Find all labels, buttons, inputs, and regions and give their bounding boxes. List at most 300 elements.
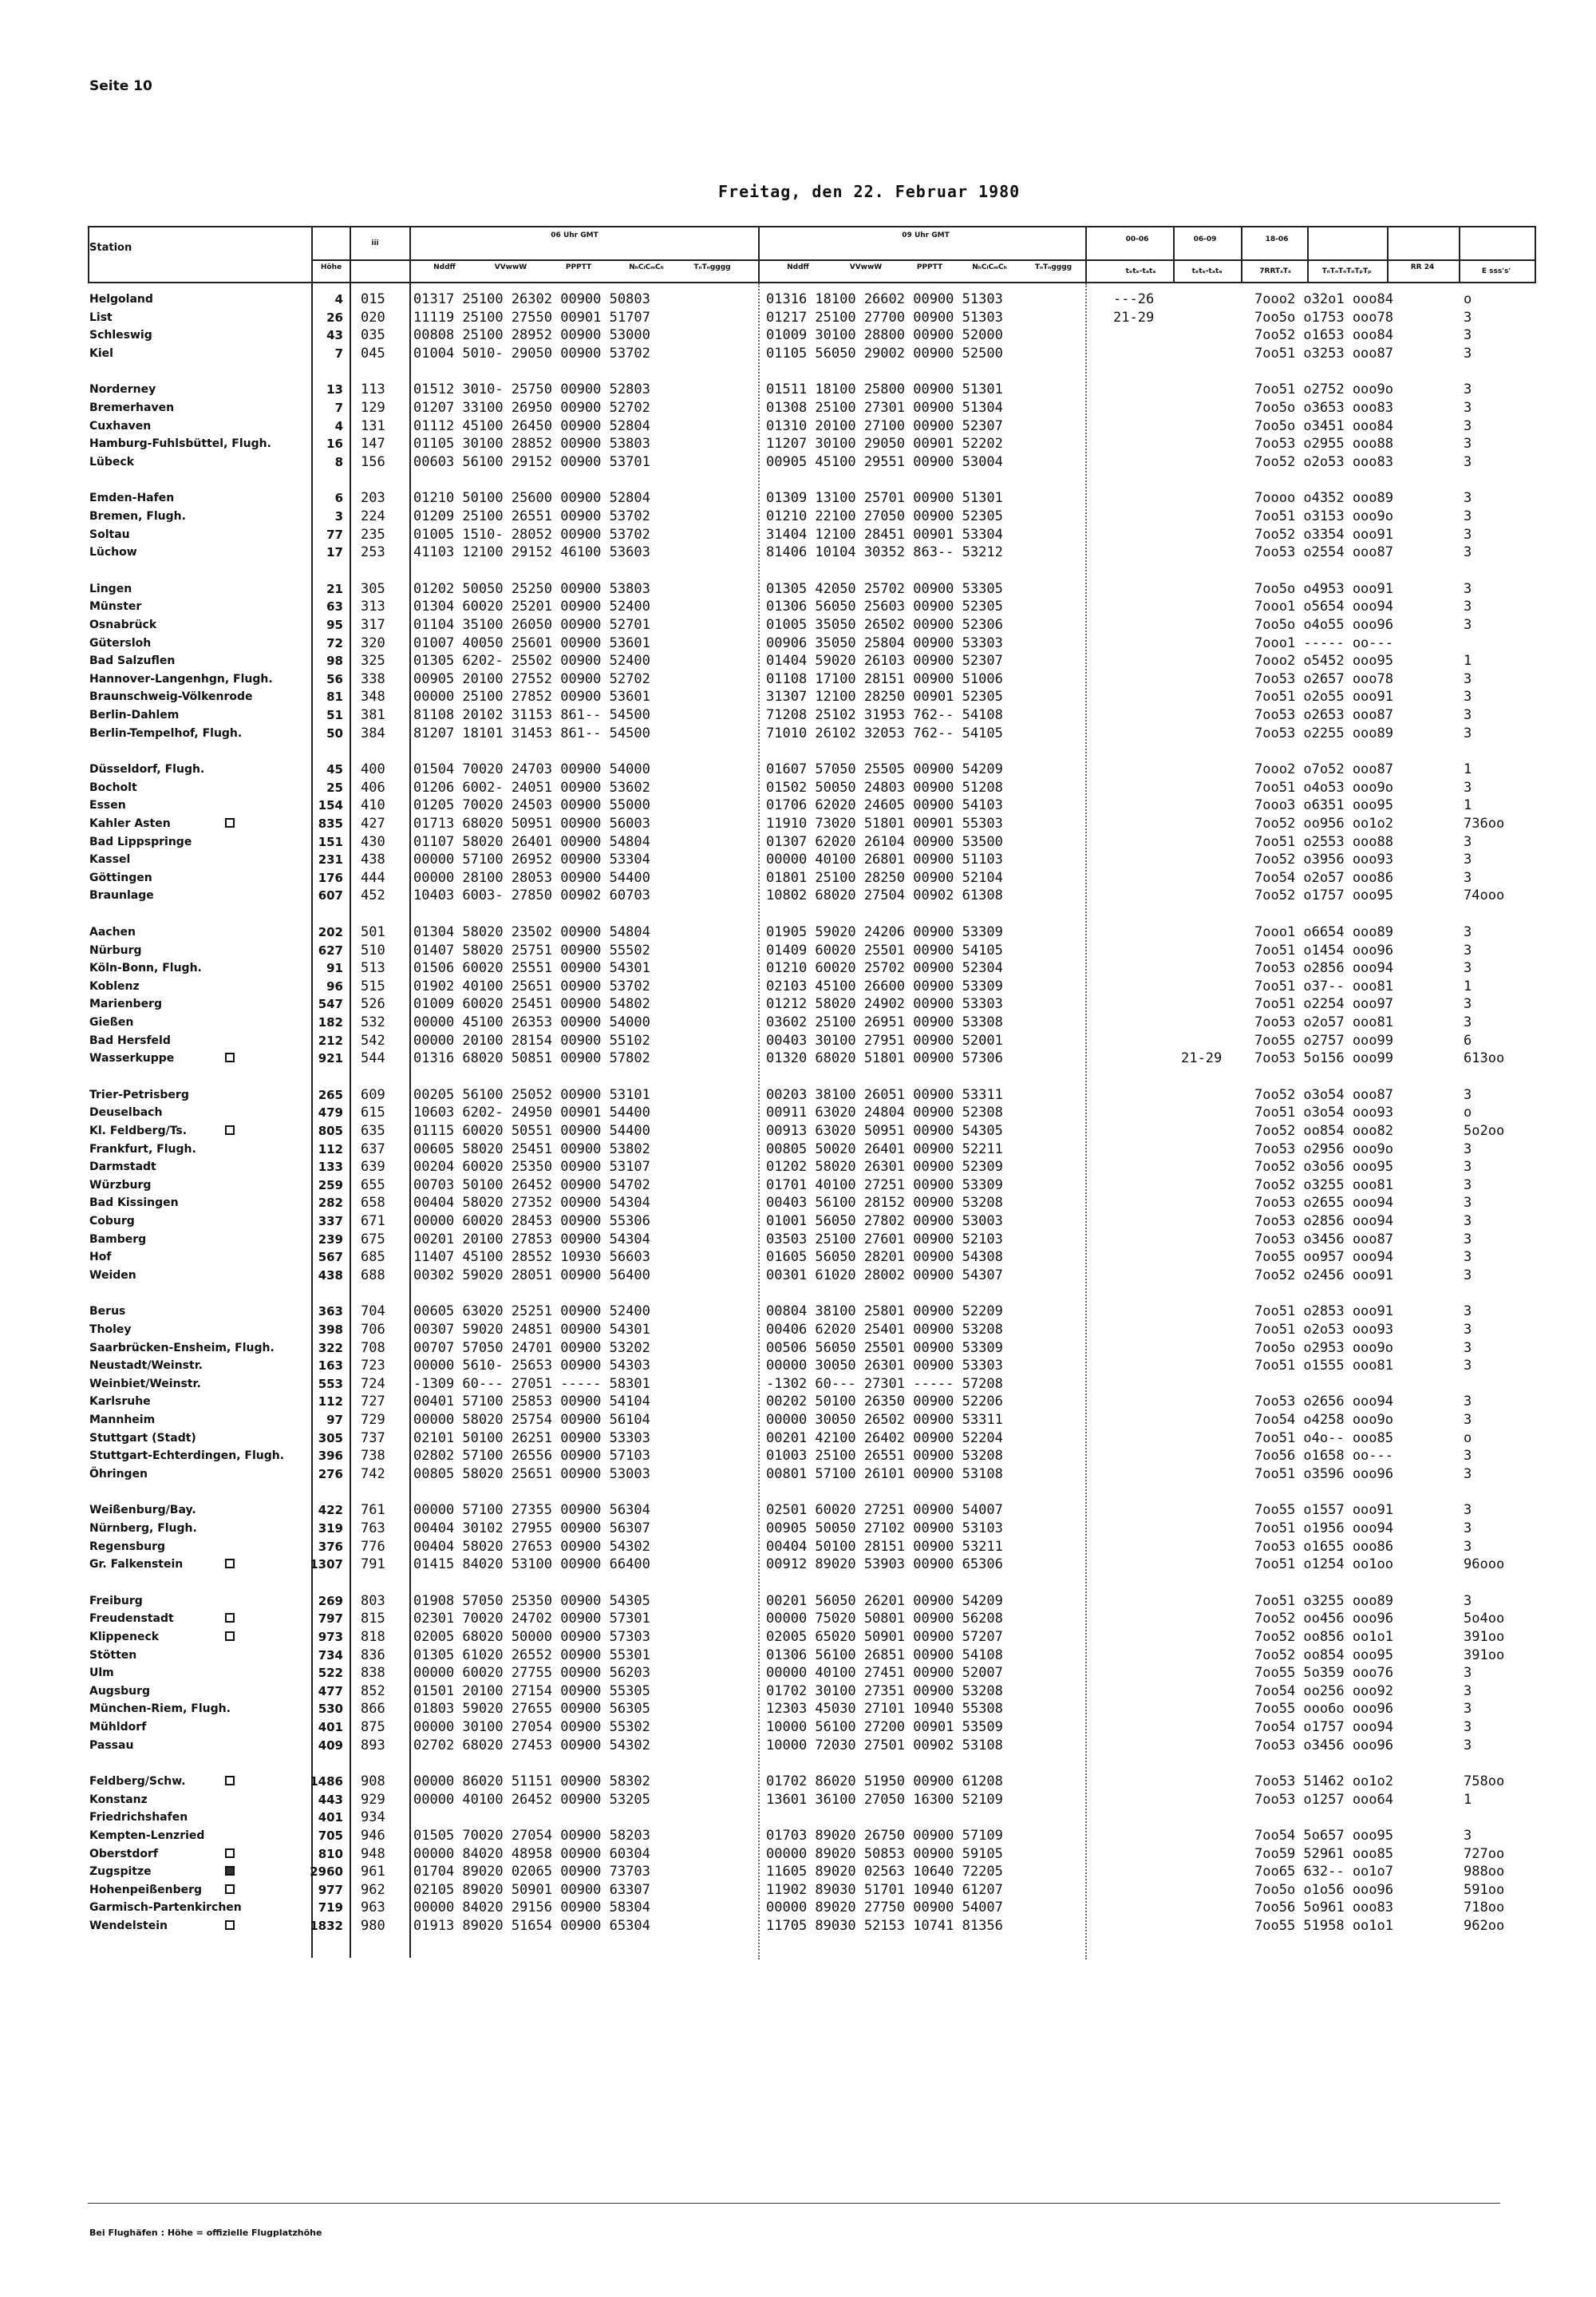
table-row: [0, 815, 1596, 832]
obs-06-utc: 00000 84020 29156 00900 58304: [413, 1900, 650, 1916]
station-height: 276: [318, 1466, 343, 1481]
station-id: 761: [361, 1502, 385, 1519]
obs-09-utc: 01307 62020 26104 00900 53500: [766, 833, 1003, 850]
group-18-06: 7oooo o4352 ooo89: [1254, 490, 1393, 507]
mountain-station-marker-icon: [225, 1884, 235, 1894]
station-id: 113: [361, 382, 385, 398]
table-row: [0, 635, 1596, 652]
group-18-06: 7oo54 o1757 ooo94: [1254, 1719, 1393, 1735]
table-row: [0, 1447, 1596, 1465]
extra-value: 3: [1464, 1394, 1472, 1410]
extra-value: 6: [1464, 1032, 1472, 1049]
group-18-06: 7oo55 oo957 ooo94: [1254, 1249, 1393, 1266]
station-name: Köln-Bonn, Flugh.: [89, 962, 202, 975]
extra-value: 3: [1464, 599, 1472, 615]
group-18-06: 7oo52 o1653 ooo84: [1254, 327, 1393, 344]
obs-06-utc: -1309 60--- 27051 ----- 58301: [413, 1375, 650, 1392]
station-id: 381: [361, 707, 385, 723]
table-row: [0, 995, 1596, 1013]
extra-value: 3: [1464, 617, 1472, 633]
table-row: [0, 1628, 1596, 1646]
station-name: Marienberg: [89, 998, 162, 1011]
obs-06-utc: 01304 58020 23502 00900 54804: [413, 924, 650, 940]
extra-col-1: ---26: [1113, 291, 1155, 307]
extra-value: 3: [1464, 960, 1472, 977]
table-row: [0, 761, 1596, 778]
station-height: 151: [318, 834, 343, 849]
station-height: 567: [318, 1250, 343, 1265]
station-name: Cuxhaven: [89, 419, 152, 433]
obs-06-utc: 00707 57050 24701 00900 53202: [413, 1339, 650, 1356]
obs-09-utc: 11902 89030 51701 10940 61207: [766, 1881, 1003, 1898]
station-height: 259: [318, 1177, 343, 1192]
extra-value: 3: [1464, 852, 1472, 868]
header-06-col3: PPPTT: [565, 263, 592, 271]
station-height: 51: [326, 708, 343, 722]
extra-value: 3: [1464, 1213, 1472, 1229]
station-id: 444: [361, 869, 385, 886]
table-row: [0, 1556, 1596, 1573]
header-group-09: 09 Uhr GMT: [902, 231, 950, 239]
station-height: 305: [318, 1430, 343, 1445]
station-name: Augsburg: [89, 1684, 151, 1698]
obs-09-utc: 01310 20100 27100 00900 52307: [766, 417, 1003, 434]
table-row: [0, 1357, 1596, 1374]
table-row: [0, 526, 1596, 544]
group-18-06: 7oo52 oo956 oo1o2: [1254, 816, 1393, 832]
station-id: 934: [361, 1809, 385, 1826]
obs-09-utc: 71010 26102 32053 762-- 54105: [766, 725, 1003, 741]
obs-09-utc: 00404 50100 28151 00900 53211: [766, 1538, 1003, 1555]
obs-09-utc: 01316 18100 26602 00900 51303: [766, 291, 1003, 307]
station-height: 396: [318, 1449, 343, 1464]
station-id: 406: [361, 779, 385, 796]
obs-09-utc: 00805 50020 26401 00900 52211: [766, 1141, 1003, 1157]
divider-09-extra: [1085, 226, 1087, 283]
station-height: 477: [318, 1683, 343, 1698]
obs-09-utc: 31307 12100 28250 00901 52305: [766, 689, 1003, 706]
table-row: [0, 652, 1596, 670]
extra-value: 3: [1464, 417, 1472, 434]
extra-value: 3: [1464, 1665, 1472, 1682]
station-height: 3: [334, 509, 343, 524]
station-id: 615: [361, 1105, 385, 1121]
table-row: [0, 598, 1596, 615]
obs-09-utc: 01306 56100 26851 00900 54108: [766, 1647, 1003, 1663]
extra-value: 3: [1464, 725, 1472, 741]
obs-09-utc: 01210 60020 25702 00900 52304: [766, 960, 1003, 977]
station-height: 98: [326, 654, 343, 669]
station-name: Garmisch-Partenkirchen: [89, 1901, 242, 1915]
table-row: [0, 1538, 1596, 1556]
obs-09-utc: 01308 25100 27301 00900 51304: [766, 400, 1003, 416]
group-18-06: 7oo54 o2o57 ooo86: [1254, 869, 1393, 886]
group-18-06: 7oo53 o2657 ooo78: [1254, 670, 1393, 687]
station-name: Feldberg/Schw.: [89, 1775, 186, 1789]
station-id: 325: [361, 653, 385, 670]
obs-09-utc: 00000 89020 50853 00900 59105: [766, 1845, 1003, 1862]
station-id: 510: [361, 942, 385, 959]
header-extra-col5: RR 24: [1410, 263, 1435, 271]
obs-06-utc: 00000 57100 26952 00900 53304: [413, 852, 650, 868]
extra-value: 391oo: [1464, 1629, 1505, 1645]
extra-value: 3: [1464, 942, 1472, 959]
obs-09-utc: 01703 89020 26750 00900 57109: [766, 1828, 1003, 1844]
obs-06-utc: 00605 63020 25251 00900 52400: [413, 1303, 650, 1320]
station-id: 305: [361, 580, 385, 597]
obs-09-utc: 00905 45100 29551 00900 53004: [766, 453, 1003, 470]
station-id: 742: [361, 1465, 385, 1482]
station-id: 515: [361, 978, 385, 994]
table-row: [0, 1610, 1596, 1627]
table-row: [0, 309, 1596, 326]
obs-09-utc: 01202 58020 26301 00900 52309: [766, 1159, 1003, 1176]
extra-value: 3: [1464, 670, 1472, 687]
group-18-06: 7oo53 o1655 ooo86: [1254, 1538, 1393, 1555]
group-18-06: 7oo5o o4953 ooo91: [1254, 580, 1393, 597]
obs-09-utc: 00000 89020 27750 00900 54007: [766, 1900, 1003, 1916]
obs-09-utc: 01404 59020 26103 00900 52307: [766, 653, 1003, 670]
station-name: Lüchow: [89, 546, 137, 559]
group-18-06: 7ooo1 o6654 ooo89: [1254, 924, 1393, 940]
obs-09-utc: 00000 75020 50801 00900 56208: [766, 1611, 1003, 1627]
station-height: 25: [326, 780, 343, 795]
station-height: 212: [318, 1033, 343, 1048]
obs-06-utc: 00603 56100 29152 00900 53701: [413, 453, 650, 470]
group-18-06: 7ooo3 o6351 ooo95: [1254, 797, 1393, 814]
extra-value: 3: [1464, 869, 1472, 886]
extra-value: 3: [1464, 1719, 1472, 1735]
obs-06-utc: 01902 40100 25651 00900 53702: [413, 978, 650, 994]
obs-06-utc: 11407 45100 28552 10930 56603: [413, 1249, 650, 1266]
extra-value: 3: [1464, 345, 1472, 362]
extra-value: 3: [1464, 1159, 1472, 1176]
obs-09-utc: 00804 38100 25801 00900 52209: [766, 1303, 1003, 1320]
extra-value: 3: [1464, 453, 1472, 470]
divider-extra-3: [1307, 226, 1309, 283]
extra-value: 3: [1464, 1141, 1472, 1157]
header-09-col2: VVwwW: [849, 263, 883, 271]
table-row: [0, 1791, 1596, 1809]
station-height: 26: [326, 310, 343, 325]
obs-09-utc: 01502 50050 24803 00900 51208: [766, 779, 1003, 796]
obs-09-utc: 00912 89020 53903 00900 65306: [766, 1556, 1003, 1573]
obs-06-utc: 00000 86020 51151 00900 58302: [413, 1773, 650, 1790]
station-height: 1486: [310, 1774, 343, 1789]
group-18-06: 7oo51 o3o54 ooo93: [1254, 1105, 1393, 1121]
obs-06-utc: 00000 60020 28453 00900 55306: [413, 1213, 650, 1229]
obs-09-utc: 10000 56100 27200 00901 53509: [766, 1719, 1003, 1735]
station-name: Hof: [89, 1251, 112, 1264]
station-height: 1307: [310, 1557, 343, 1572]
obs-09-utc: 01009 30100 28800 00900 52000: [766, 327, 1003, 344]
station-id: 671: [361, 1213, 385, 1229]
extra-value: 74ooo: [1464, 888, 1505, 904]
obs-06-utc: 02301 70020 24702 00900 57301: [413, 1611, 650, 1627]
table-row: [0, 580, 1596, 598]
station-name: Bad Salzuflen: [89, 654, 176, 668]
extra-value: 3: [1464, 924, 1472, 940]
group-18-06: 7oo52 o2o53 ooo83: [1254, 453, 1393, 470]
extra-value: 3: [1464, 1520, 1472, 1536]
group-18-06: 7oo53 o2655 ooo94: [1254, 1195, 1393, 1212]
extra-value: 3: [1464, 779, 1472, 796]
table-row: [0, 1737, 1596, 1754]
extra-value: 3: [1464, 1176, 1472, 1193]
table-row: [0, 1050, 1596, 1067]
obs-06-utc: 41103 12100 29152 46100 53603: [413, 544, 650, 561]
obs-06-utc: 02105 89020 50901 00900 63307: [413, 1881, 650, 1898]
extra-value: 3: [1464, 382, 1472, 398]
table-row: [0, 1086, 1596, 1104]
obs-06-utc: 00805 58020 25651 00900 53003: [413, 1465, 650, 1482]
header-iii: iii: [371, 239, 379, 247]
group-18-06: 7oo51 o2853 ooo91: [1254, 1303, 1393, 1320]
station-id: 763: [361, 1520, 385, 1536]
station-name: Mannheim: [89, 1413, 156, 1426]
table-row: [0, 1899, 1596, 1916]
obs-06-utc: 01107 58020 26401 00900 54804: [413, 833, 650, 850]
obs-09-utc: 01905 59020 24206 00900 53309: [766, 924, 1003, 940]
extra-value: 3: [1464, 1231, 1472, 1247]
station-height: 376: [318, 1539, 343, 1554]
station-id: 635: [361, 1123, 385, 1139]
obs-06-utc: 00404 30102 27955 00900 56307: [413, 1520, 650, 1536]
obs-09-utc: 01105 56050 29002 00900 52500: [766, 345, 1003, 362]
group-18-06: 7oo51 o2o55 ooo91: [1254, 689, 1393, 706]
station-name: Helgoland: [89, 293, 153, 306]
station-name: List: [89, 310, 113, 324]
extra-value: 3: [1464, 1014, 1472, 1030]
group-18-06: 7oo54 oo256 ooo92: [1254, 1682, 1393, 1699]
page-number: Seite 10: [89, 78, 152, 94]
table-row: [0, 1231, 1596, 1248]
obs-06-utc: 81207 18101 31453 861-- 54500: [413, 725, 650, 741]
station-name: Nürburg: [89, 943, 142, 957]
obs-09-utc: 03602 25100 26951 00900 53308: [766, 1014, 1003, 1030]
group-18-06: 7oo51 o1454 ooo96: [1254, 942, 1393, 959]
station-id: 532: [361, 1014, 385, 1030]
extra-value: o: [1464, 291, 1472, 307]
station-name: Freudenstadt: [89, 1612, 174, 1626]
obs-09-utc: 13601 36100 27050 16300 52109: [766, 1791, 1003, 1808]
extra-value: 3: [1464, 1322, 1472, 1338]
obs-09-utc: 71208 25102 31953 762-- 54108: [766, 707, 1003, 723]
station-id: 737: [361, 1429, 385, 1446]
extra-value: 3: [1464, 1358, 1472, 1374]
station-name: Norderney: [89, 383, 156, 397]
obs-06-utc: 00404 58020 27653 00900 54302: [413, 1538, 650, 1555]
station-name: Soltau: [89, 528, 130, 541]
obs-09-utc: 00000 40100 26801 00900 51103: [766, 852, 1003, 868]
extra-value: 3: [1464, 1682, 1472, 1699]
obs-09-utc: 01706 62020 24605 00900 54103: [766, 797, 1003, 814]
station-height: 154: [318, 798, 343, 813]
station-id: 452: [361, 888, 385, 904]
obs-06-utc: 01209 25100 26551 00900 53702: [413, 508, 650, 524]
obs-09-utc: 01511 18100 25800 00900 51301: [766, 382, 1003, 398]
extra-value: 3: [1464, 833, 1472, 850]
obs-09-utc: 11605 89020 02563 10640 72205: [766, 1864, 1003, 1880]
station-id: 838: [361, 1665, 385, 1682]
group-18-06: 7oo5o o2953 ooo9o: [1254, 1339, 1393, 1356]
station-height: 43: [326, 328, 343, 343]
header-extra-group3: 18-06: [1265, 235, 1289, 243]
group-18-06: 7oo55 51958 oo1o1: [1254, 1918, 1393, 1934]
station-id: 688: [361, 1267, 385, 1283]
station-height: 91: [326, 961, 343, 976]
group-18-06: 7oo52 o3354 ooo91: [1254, 526, 1393, 543]
obs-06-utc: 01803 59020 27655 00900 56305: [413, 1701, 650, 1718]
station-id: 724: [361, 1375, 385, 1392]
extra-value: 591oo: [1464, 1881, 1505, 1898]
table-row: [0, 1809, 1596, 1826]
obs-09-utc: 01217 25100 27700 00900 51303: [766, 309, 1003, 326]
station-name: Würzburg: [89, 1178, 152, 1192]
station-id: 852: [361, 1682, 385, 1699]
obs-09-utc: 01305 42050 25702 00900 53305: [766, 580, 1003, 597]
group-18-06: 7oo53 o3456 ooo96: [1254, 1737, 1393, 1753]
group-18-06: 7oo52 o3956 ooo93: [1254, 852, 1393, 868]
obs-09-utc: 01306 56050 25603 00900 52305: [766, 599, 1003, 615]
extra-value: 3: [1464, 1828, 1472, 1844]
table-row: [0, 1303, 1596, 1320]
obs-06-utc: 00000 20100 28154 00900 55102: [413, 1032, 650, 1049]
station-name: Weiden: [89, 1268, 136, 1282]
station-id: 410: [361, 797, 385, 814]
station-height: 401: [318, 1720, 343, 1734]
group-18-06: 7oo51 o2254 ooo97: [1254, 996, 1393, 1013]
obs-06-utc: 01316 68020 50851 00900 57802: [413, 1050, 650, 1067]
station-name: Zugspitze: [89, 1865, 152, 1879]
station-height: 797: [318, 1611, 343, 1627]
group-18-06: 7oo55 ooo6o ooo96: [1254, 1701, 1393, 1718]
obs-06-utc: 00401 57100 25853 00900 54104: [413, 1394, 650, 1410]
obs-06-utc: 00703 50100 26452 00900 54702: [413, 1176, 650, 1193]
table-row: [0, 797, 1596, 814]
obs-06-utc: 01501 20100 27154 00900 55305: [413, 1682, 650, 1699]
station-name: Braunlage: [89, 889, 154, 903]
obs-06-utc: 01305 61020 26552 00900 55301: [413, 1647, 650, 1663]
obs-09-utc: 01210 22100 27050 00900 52305: [766, 508, 1003, 524]
group-18-06: 7oo53 o2956 ooo9o: [1254, 1141, 1393, 1157]
obs-09-utc: 01702 86020 51950 00900 61208: [766, 1773, 1003, 1790]
station-id: 818: [361, 1629, 385, 1645]
station-height: 182: [318, 1015, 343, 1030]
obs-09-utc: 00905 50050 27102 00900 53103: [766, 1520, 1003, 1536]
table-row: [0, 1647, 1596, 1664]
group-18-06: 7oo53 o1257 ooo64: [1254, 1791, 1393, 1808]
station-height: 398: [318, 1322, 343, 1337]
obs-06-utc: 02101 50100 26251 00900 53303: [413, 1429, 650, 1446]
extra-value: 5o4oo: [1464, 1611, 1505, 1627]
station-height: 97: [326, 1413, 343, 1427]
station-id: 544: [361, 1050, 385, 1067]
table-row: [0, 291, 1596, 308]
station-id: 803: [361, 1592, 385, 1609]
station-height: 231: [318, 852, 343, 868]
group-18-06: 7oo52 o1757 ooo95: [1254, 888, 1393, 904]
extra-value: 3: [1464, 1592, 1472, 1609]
station-name: Regensburg: [89, 1540, 166, 1553]
group-18-06: 7oo5o o1753 ooo78: [1254, 309, 1393, 326]
station-height: 973: [318, 1630, 343, 1644]
obs-09-utc: 01005 35050 26502 00900 52306: [766, 617, 1003, 633]
station-id: 501: [361, 924, 385, 940]
station-id: 980: [361, 1918, 385, 1934]
obs-06-utc: 01112 45100 26450 00900 52804: [413, 417, 650, 434]
table-row: [0, 1863, 1596, 1880]
station-name: Saarbrücken-Ensheim, Flugh.: [89, 1341, 275, 1354]
station-name: Karlsruhe: [89, 1395, 151, 1409]
header-extra-col6: E sss's': [1481, 267, 1511, 275]
station-height: 77: [326, 527, 343, 542]
table-row: [0, 1104, 1596, 1121]
station-height: 553: [318, 1376, 343, 1391]
obs-09-utc: 11910 73020 51801 00901 55303: [766, 816, 1003, 832]
station-id: 658: [361, 1195, 385, 1212]
station-height: 176: [318, 870, 343, 885]
table-row: [0, 1212, 1596, 1230]
extra-value: 988oo: [1464, 1864, 1505, 1880]
group-18-06: 7oo53 o3456 ooo87: [1254, 1231, 1393, 1247]
station-height: 921: [318, 1051, 343, 1066]
obs-09-utc: 01605 56050 28201 00900 54308: [766, 1249, 1003, 1266]
header-extra-col2: tₑtₑ-tₐtₐ: [1191, 267, 1223, 275]
station-name: Trier-Petrisberg: [89, 1088, 189, 1101]
obs-06-utc: 00000 28100 28053 00900 54400: [413, 869, 650, 886]
table-row: [0, 1411, 1596, 1429]
obs-09-utc: 00406 62020 25401 00900 53208: [766, 1322, 1003, 1338]
table-row: [0, 1141, 1596, 1158]
obs-09-utc: 00201 56050 26201 00900 54209: [766, 1592, 1003, 1609]
mountain-station-marker-icon: [225, 1559, 235, 1568]
station-id: 430: [361, 833, 385, 850]
obs-09-utc: 01409 60020 25501 00900 54105: [766, 942, 1003, 959]
station-id: 131: [361, 417, 385, 434]
table-row: [0, 688, 1596, 706]
station-height: 265: [318, 1087, 343, 1102]
mountain-station-marker-icon: [225, 1920, 235, 1930]
extra-value: 3: [1464, 707, 1472, 723]
group-18-06: 7oo51 o37-- ooo81: [1254, 978, 1393, 994]
station-name: Koblenz: [89, 979, 140, 993]
obs-06-utc: 81108 20102 31153 861-- 54500: [413, 707, 650, 723]
table-row: [0, 833, 1596, 851]
header-station: Station: [89, 242, 132, 254]
station-name: Stötten: [89, 1648, 137, 1662]
obs-06-utc: 01512 3010- 25750 00900 52803: [413, 382, 650, 398]
table-row: [0, 1176, 1596, 1194]
group-18-06: 7oo52 o3255 ooo81: [1254, 1176, 1393, 1193]
obs-06-utc: 00000 57100 27355 00900 56304: [413, 1502, 650, 1519]
group-18-06: 7oo52 oo856 oo1o1: [1254, 1629, 1393, 1645]
station-height: 81: [326, 690, 343, 705]
obs-09-utc: 01607 57050 25505 00900 54209: [766, 761, 1003, 778]
extra-value: 1: [1464, 978, 1472, 994]
table-row: [0, 453, 1596, 471]
footer-note: Bei Flughäfen : Höhe = offizielle Flugplatzhöhe: [89, 2228, 322, 2238]
group-18-06: 7oo5o o3653 ooo83: [1254, 400, 1393, 416]
station-name: Osnabrück: [89, 619, 157, 631]
extra-value: 3: [1464, 1737, 1472, 1753]
group-18-06: 7oo51 o2752 ooo9o: [1254, 382, 1393, 398]
station-name: Hohenpeißenberg: [89, 1883, 203, 1896]
table-row: [0, 345, 1596, 362]
table-row: [0, 1122, 1596, 1140]
station-name: Aachen: [89, 926, 136, 939]
obs-09-utc: -1302 60--- 27301 ----- 57208: [766, 1375, 1003, 1392]
